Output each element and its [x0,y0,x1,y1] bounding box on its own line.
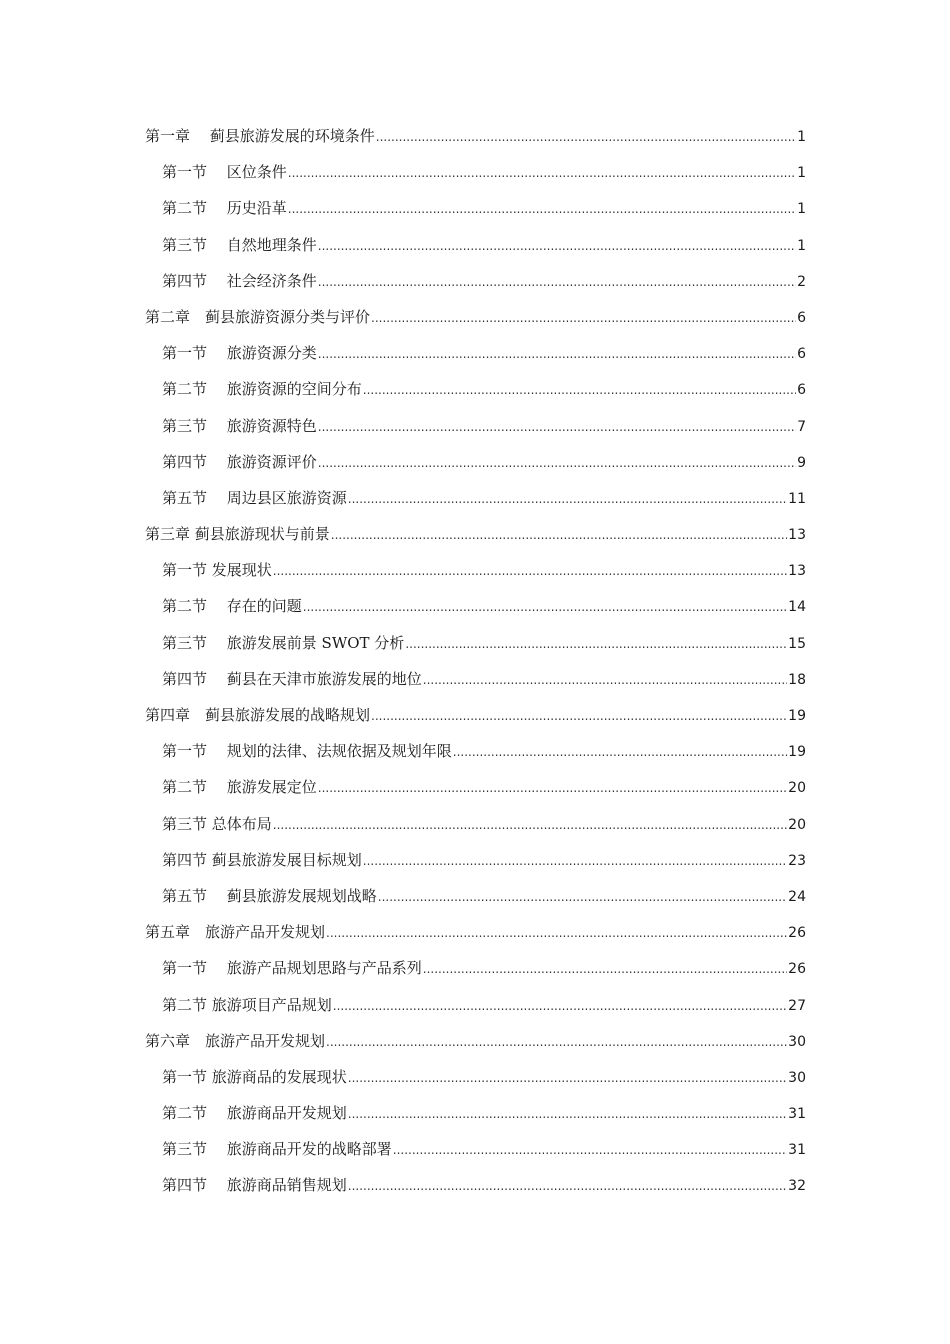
dot-leader [371,300,796,336]
toc-section-entry[interactable] [145,806,806,842]
toc-section-entry[interactable] [145,842,806,878]
dot-leader [348,481,787,517]
toc-page-number: 1 [797,129,806,145]
toc-section-entry[interactable] [145,335,806,371]
dot-leader [318,445,796,481]
toc-entry-label: 第一节 旅游资源分类 [162,344,317,363]
toc-section-entry[interactable] [145,1167,806,1203]
dot-leader [363,843,787,879]
dot-leader [318,409,796,445]
dot-leader [303,589,787,625]
toc-section-entry[interactable] [145,408,806,444]
toc-entry-label: 第四节 蓟县旅游发展目标规划 [162,850,362,869]
dot-leader [423,951,787,987]
toc-page-number: 32 [788,1178,806,1195]
toc-page-number: 6 [797,382,806,399]
dot-leader [326,1024,787,1060]
toc-page-number: 20 [788,816,806,833]
toc-page-number: 18 [788,671,806,688]
toc-entry-label: 第一节 区位条件 [162,163,287,182]
toc-entry-label: 第四节 旅游资源评价 [162,452,317,471]
toc-section-entry[interactable] [145,190,806,226]
toc-section-entry[interactable] [145,625,806,661]
toc-entry-label: 第二节 旅游商品开发规划 [162,1104,347,1123]
toc-entry-label: 第二节 存在的问题 [162,597,302,616]
toc-page-number: 26 [788,925,806,942]
dot-leader [378,879,787,915]
dot-leader [318,336,796,372]
toc-entry-label: 第五章 旅游产品开发规划 [145,923,326,942]
toc-page-number: 19 [788,744,806,761]
toc-entry-label: 第二节 旅游资源的空间分布 [162,380,362,399]
toc-entry-label: 第一章 蓟县旅游发展的环境条件 [145,127,375,145]
toc-page-number: 1 [797,201,806,218]
toc-chapter-entry[interactable] [145,516,806,552]
toc-chapter-entry[interactable] [145,914,806,950]
toc-page-number: 23 [788,852,806,869]
dot-leader [423,662,787,698]
toc-page-number: 1 [797,237,806,254]
toc-section-entry[interactable] [145,1059,806,1095]
toc-chapter-entry[interactable] [145,1023,806,1059]
toc-section-entry[interactable] [145,769,806,805]
toc-page-number: 20 [788,780,806,797]
toc-page-number: 7 [797,418,806,435]
toc-page-number: 9 [797,454,806,471]
toc-page-number: 26 [788,961,806,978]
toc-entry-label: 第三章 蓟县旅游现状与前景 [145,525,330,544]
dot-leader [333,988,787,1024]
toc-entry-label: 第五节 蓟县旅游发展规划战略 [162,886,377,905]
toc-entry-label: 第二节 历史沿革 [162,199,287,218]
toc-section-entry[interactable] [145,444,806,480]
toc-section-entry[interactable] [145,154,806,190]
toc-page-number: 30 [788,1033,806,1050]
toc-page-number: 6 [797,346,806,363]
toc-entry-label: 第四节 旅游商品销售规划 [162,1176,347,1195]
toc-page-number: 27 [788,997,806,1014]
toc-entry-label: 第三节 自然地理条件 [162,235,317,254]
toc-section-entry[interactable] [145,733,806,769]
dot-leader [405,626,787,662]
toc-chapter-entry[interactable] [145,697,806,733]
toc-page-number: 31 [788,1106,806,1123]
toc-entry-label: 第四章 蓟县旅游发展的战略规划 [145,706,371,724]
toc-page-number: 14 [788,599,806,616]
dot-leader [288,155,796,191]
toc-entry-label: 第一节 规划的法律、法规依据及规划年限 [162,742,452,761]
toc-section-entry[interactable] [145,480,806,516]
toc-entry-label: 第一节 旅游商品的发展现状 [162,1067,347,1086]
toc-page-number: 15 [788,635,806,652]
toc-section-entry[interactable] [145,987,806,1023]
dot-leader [326,915,787,951]
dot-leader [318,228,796,264]
toc-section-entry[interactable] [145,588,806,624]
toc-entry-label: 第一节 旅游产品规划思路与产品系列 [162,959,422,978]
dot-leader [393,1132,787,1168]
dot-leader [273,553,787,589]
toc-page-number: 19 [788,708,806,724]
toc-entry-label: 第二章 蓟县旅游资源分类与评价 [145,307,371,326]
toc-page-number: 31 [788,1142,806,1159]
toc-section-entry[interactable] [145,371,806,407]
toc-page-number: 1 [797,165,806,182]
toc-entry-label: 第二节 旅游发展定位 [162,778,317,797]
dot-leader [348,1168,787,1204]
toc-section-entry[interactable] [145,661,806,697]
dot-leader [363,372,796,408]
toc-chapter-entry[interactable] [145,299,806,335]
toc-page-number: 11 [788,490,806,507]
dot-leader [376,119,796,155]
dot-leader [348,1096,787,1132]
toc-page-number: 24 [788,888,806,905]
toc-section-entry[interactable] [145,950,806,986]
toc-section-entry[interactable] [145,1131,806,1167]
dot-leader [371,698,787,734]
dot-leader [453,734,787,770]
toc-page-number: 6 [797,309,806,326]
toc-page-number: 2 [797,273,806,290]
toc-page-number: 13 [788,563,806,580]
toc-section-entry[interactable] [145,552,806,588]
toc-chapter-entry[interactable] [145,118,806,154]
dot-leader [348,1060,787,1096]
toc-page-number: 13 [788,527,806,544]
toc-page-number: 30 [788,1069,806,1086]
toc-entry-label: 第三节 总体布局 [162,814,272,833]
toc-section-entry[interactable] [145,878,806,914]
table-of-contents [145,118,806,1204]
toc-entry-label: 第一节 发展现状 [162,561,272,580]
toc-entry-label: 第三节 旅游发展前景 SWOT 分析 [162,633,405,652]
toc-entry-label: 第三节 旅游商品开发的战略部署 [162,1140,392,1159]
toc-section-entry[interactable] [145,263,806,299]
dot-leader [273,807,787,843]
toc-entry-label: 第四节 蓟县在天津市旅游发展的地位 [162,669,422,688]
toc-entry-label: 第四节 社会经济条件 [162,271,317,290]
toc-section-entry[interactable] [145,227,806,263]
dot-leader [318,770,787,806]
dot-leader [331,517,787,553]
toc-entry-label: 第六章 旅游产品开发规划 [145,1031,326,1050]
toc-entry-label: 第五节 周边县区旅游资源 [162,488,347,507]
toc-section-entry[interactable] [145,1095,806,1131]
toc-entry-label: 第三节 旅游资源特色 [162,416,317,435]
dot-leader [288,191,796,227]
dot-leader [318,264,796,300]
toc-entry-label: 第二节 旅游项目产品规划 [162,995,332,1014]
